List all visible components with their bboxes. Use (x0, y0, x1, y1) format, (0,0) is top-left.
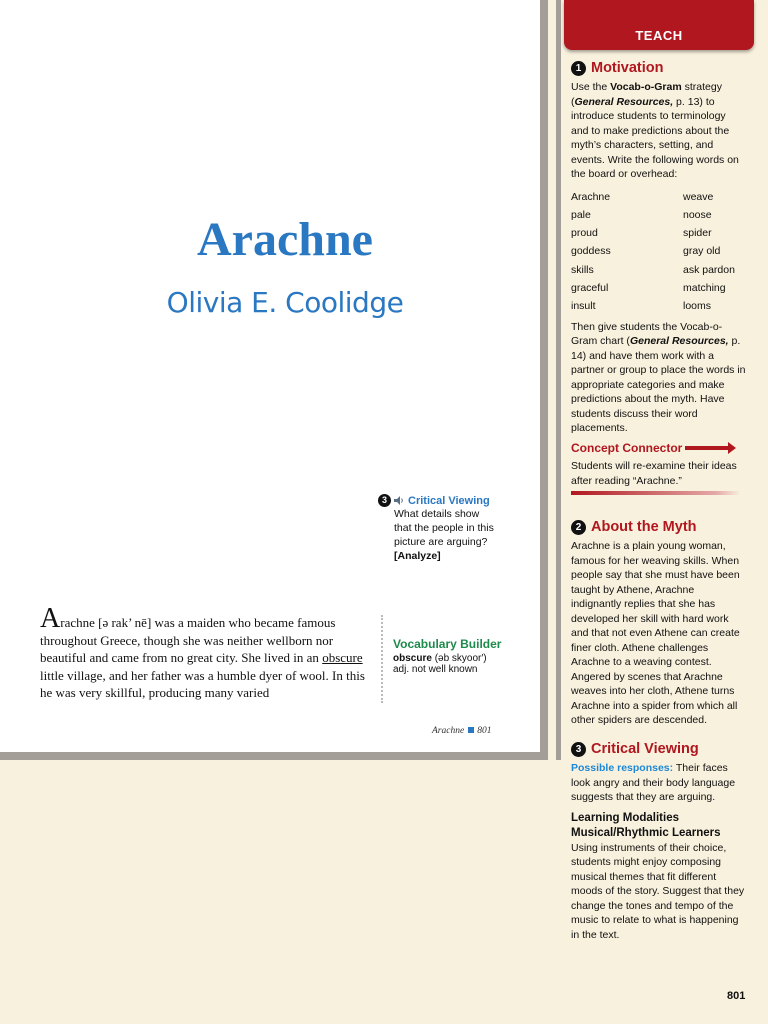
number-2-icon: 2 (571, 520, 586, 535)
about-myth-section (571, 520, 746, 728)
number-1-icon: 1 (571, 61, 586, 76)
learning-modalities-heading: Learning Modalities Musical/Rhythmic Learners (571, 811, 721, 839)
motivation-intro: Use the Vocab-o-Gram strategy (General Resources, p. 13) to introduce students to terminology and to make predictions about the myth’s characters, setting, and events. Write the following words on the board or overhead: (571, 81, 739, 180)
page-footer: Arachne 801 (432, 726, 492, 736)
number-3-icon: 3 (378, 494, 391, 507)
drop-cap: A (40, 603, 61, 634)
number-3-icon: 3 (571, 742, 586, 757)
critical-viewing-label: Critical Viewing (408, 494, 490, 507)
teach-tab: TEACH (564, 0, 754, 50)
motivation-heading: 1 Motivation (571, 61, 746, 76)
critical-viewing-section (571, 742, 746, 942)
concept-connector-heading: Concept Connector (571, 441, 746, 456)
vocab-definition: adj. not well known (393, 664, 478, 675)
critical-viewing-question: What details show that the people in this picture are arguing?[Analyze] (394, 508, 494, 562)
story-author: Olivia E. Coolidge (166, 286, 404, 319)
story-body-text: Arachne [ə rak’ nē] was a maiden who became famous throughout Greece, though she was neither wellborn nor beautiful and came from no great city. She lived in an obscure little village, and her father was a humble dyer of wool. In this he was very skillful, producing many varied (40, 603, 365, 700)
motivation-followup: Then give students the Vocab-o-Gram chart (General Resources, p. 14) and have them work with a partner or group to place the words in appropriate categories and make predictions about the myth. Have students discuss their word placements. (571, 320, 746, 435)
story-title: Arachne (197, 213, 373, 266)
motivation-section (571, 61, 746, 488)
speaker-icon (394, 496, 405, 505)
square-bullet-icon (468, 727, 474, 733)
vocabulary-builder (393, 637, 533, 675)
about-myth-heading: 2 About the Myth (571, 520, 746, 535)
vocab-builder-title: Vocabulary Builder (393, 637, 502, 651)
vocab-word: obscure (əb skyoor′) (393, 653, 487, 664)
vocab-word-link[interactable]: obscure (322, 650, 363, 665)
section-divider (571, 491, 741, 495)
vocab-word-list: Arachne weave pale noose proud spider goddess gray old skills ask pardon graceful matching insult looms (571, 190, 735, 313)
learning-modalities-text: Using instruments of their choice, students might enjoy composing musical themes that fit different moods of the story. Suggest that they change the tones and tempo of the music to relate to what is happening in the text. (571, 841, 745, 941)
page-number: 801 (727, 990, 746, 1002)
page-divider (556, 0, 561, 760)
concept-connector-text: Students will re-examine their ideas after reading “Arachne.” (571, 460, 737, 487)
arrow-right-icon (685, 446, 730, 450)
critical-viewing-response: Possible responses: Their faces look angry and their body language suggests that they are arguing. (571, 762, 736, 803)
vocab-divider (381, 615, 383, 703)
about-myth-text: Arachne is a plain young woman, famous for her weaving skills. When people say that she must have been taught by Athene, Arachne indignantly replies that she has developed her skill with hard work and that not even Athene can create finer cloth. Athene challenges Arachne to a weaving contest. Angered by scenes that Arachne weaves into her cloth, Athene turns Arachne into a spider from which all other spiders are descended. (571, 540, 740, 726)
critical-viewing-callout (378, 494, 498, 563)
critical-viewing-heading: 3 Critical Viewing (571, 742, 746, 757)
